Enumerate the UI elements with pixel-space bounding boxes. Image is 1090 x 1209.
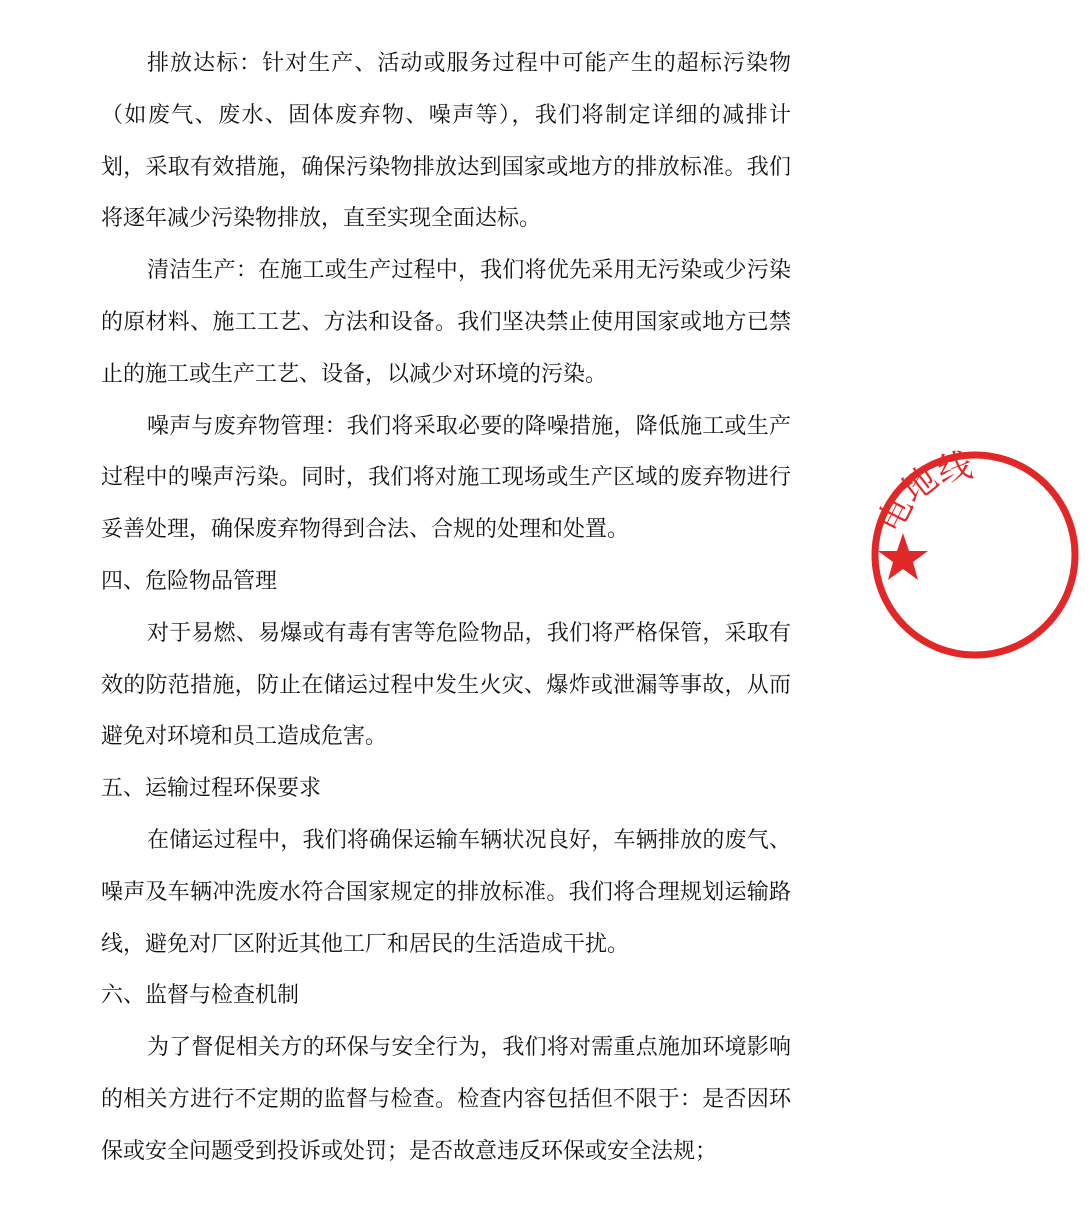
seal-text: 电地线 — [870, 444, 977, 539]
paragraph-transport: 在储运过程中，我们将确保运输车辆状况良好，车辆排放的废气、噪声及车辆冲洗废水符合国家规定的排放标准。我们将合理规划运输路线，避免对厂区附近其他工厂和居民的生活造成干扰。 — [101, 827, 791, 957]
seal-star-icon — [878, 533, 928, 580]
document-body — [101, 38, 791, 1178]
paragraph-noise-waste: 噪声与废弃物管理：我们将采取必要的降噪措施，降低施工或生产过程中的噪声污染。同时，我们将对施工现场或生产区域的废弃物进行妥善处理，确保废弃物得到合法、合规的处理和处置。 — [101, 413, 791, 543]
section-heading-supervision: 六、监督与检查机制 — [101, 983, 300, 1009]
paragraph-emission-standards: 排放达标：针对生产、活动或服务过程中可能产生的超标污染物（如废气、废水、固体废弃物、噪声等），我们将制定详细的减排计划，采取有效措施，确保污染物排放达到国家或地方的排放标准。我们将逐年减少污染物排放，直至实现全面达标。 — [101, 51, 791, 232]
paragraph-clean-production: 清洁生产：在施工或生产过程中，我们将优先采用无污染或少污染的原材料、施工工艺、方法和设备。我们坚决禁止使用国家或地方已禁止的施工或生产工艺、设备，以减少对环境的污染。 — [101, 258, 791, 387]
section-heading-transport: 五、运输过程环保要求 — [101, 776, 322, 802]
section-heading-hazardous: 四、危险物品管理 — [101, 568, 278, 594]
paragraph-hazardous-goods: 对于易燃、易爆或有毒有害等危险物品，我们将严格保管，采取有效的防范措施，防止在储运过程中发生火灾、爆炸或泄漏等事故，从而避免对环境和员工造成危害。 — [101, 620, 791, 750]
company-seal-stamp — [860, 440, 1090, 670]
paragraph-supervision: 为了督促相关方的环保与安全行为，我们将对需重点施加环境影响的相关方进行不定期的监督与检查。检查内容包括但不限于：是否因环保或安全问题受到投诉或处罚；是否故意违反环保或安全法规； — [101, 1035, 791, 1164]
